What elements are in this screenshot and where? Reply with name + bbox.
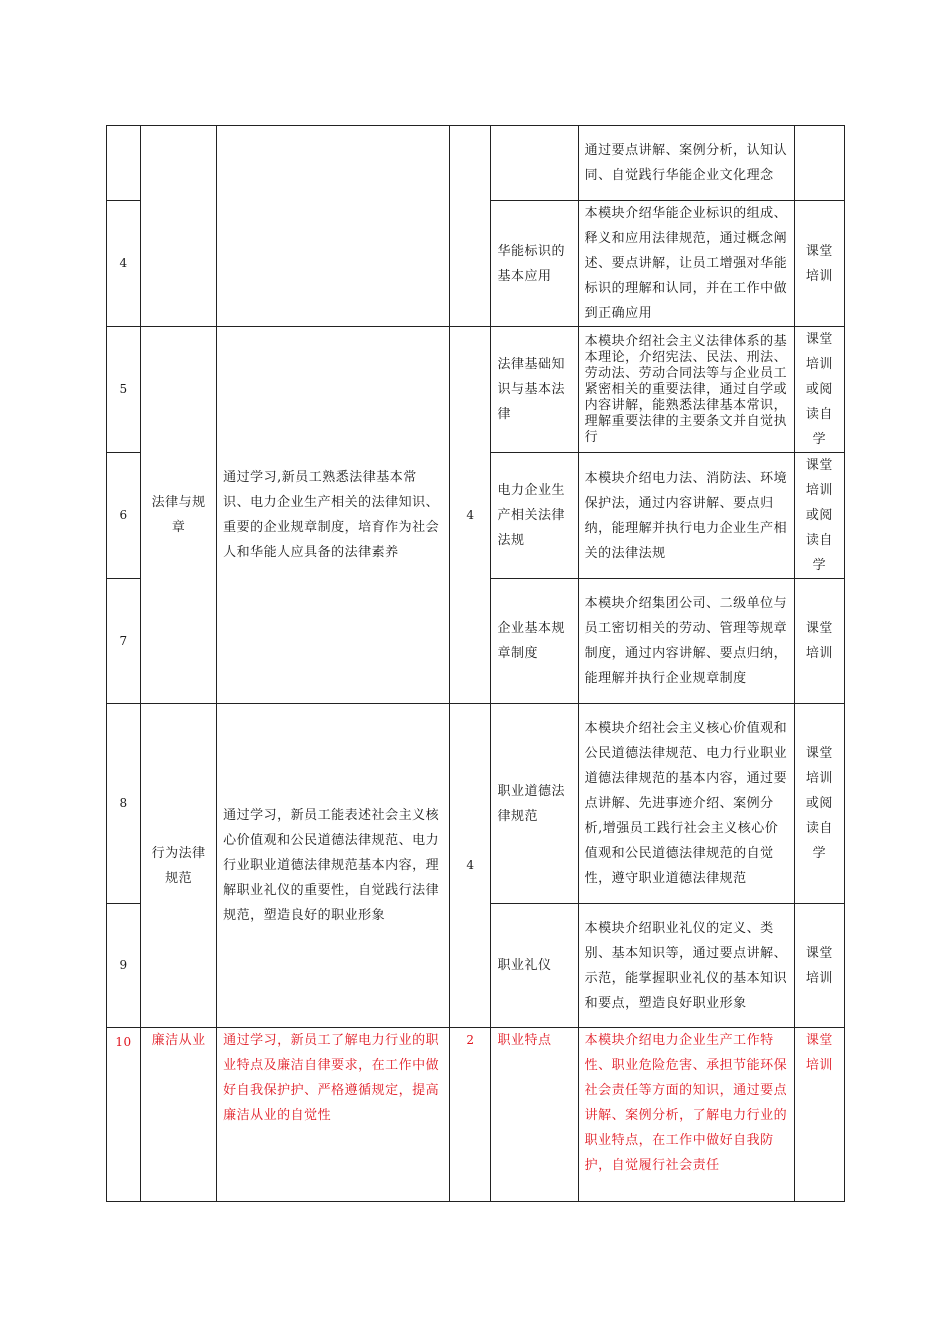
topic-cell: 职业礼仪 (491, 904, 578, 1028)
topic-cell: 职业道德法律规范 (491, 704, 578, 904)
topic-cell: 法律基础知识与基本法律 (491, 327, 578, 453)
row-number: 10 (107, 1028, 141, 1202)
module-name-cell: 行为法律规范 (141, 704, 217, 1028)
content-cell: 本模块介绍社会主义法律体系的基本理论，介绍宪法、民法、刑法、劳动法、劳动合同法等与企业员工紧密相关的重要法律，通过自学或内容讲解，能熟悉法律基本常识，理解重要法律的主要条文并自觉执行 (578, 327, 794, 453)
module-hours-cell: 2 (450, 1028, 491, 1202)
table-row (107, 1028, 845, 1202)
method-cell: 课堂培训 (794, 904, 844, 1028)
row-number: 6 (107, 453, 141, 579)
method-cell: 课堂培训 (794, 579, 844, 704)
row-number: 9 (107, 904, 141, 1028)
module-hours-cell (450, 126, 491, 327)
method-cell: 课堂培训或阅读自学 (794, 453, 844, 579)
content-cell: 本模块介绍集团公司、二级单位与员工密切相关的劳动、管理等规章制度，通过内容讲解、要点归纳，能理解并执行企业规章制度 (578, 579, 794, 704)
content-cell: 本模块介绍电力法、消防法、环境保护法，通过内容讲解、要点归纳，能理解并执行电力企业生产相关的法律法规 (578, 453, 794, 579)
table-row (107, 126, 845, 201)
row-number: 4 (107, 201, 141, 327)
topic-cell (491, 126, 578, 201)
table-row (107, 327, 845, 453)
row-number (107, 126, 141, 201)
topic-cell: 企业基本规章制度 (491, 579, 578, 704)
content-cell: 本模块介绍华能企业标识的组成、释义和应用法律规范，通过概念阐述、要点讲解，让员工增强对华能标识的理解和认同，并在工作中做到正确应用 (578, 201, 794, 327)
module-hours-cell: 4 (450, 704, 491, 1028)
module-name-cell (141, 126, 217, 327)
content-cell: 本模块介绍职业礼仪的定义、类别、基本知识等，通过要点讲解、示范，能掌握职业礼仪的基本知识和要点，塑造良好职业形象 (578, 904, 794, 1028)
row-number: 5 (107, 327, 141, 453)
content-cell: 本模块介绍社会主义核心价值观和公民道德法律规范、电力行业职业道德法律规范的基本内容，通过要点讲解、先进事迹介绍、案例分析,增强员工践行社会主义核心价值观和公民道德法律规范的自觉性，遵守职业道德法律规范 (578, 704, 794, 904)
topic-cell: 职业特点 (491, 1028, 578, 1202)
method-cell: 课堂培训 (794, 201, 844, 327)
table-row (107, 704, 845, 904)
method-cell: 课堂培训或阅读自学 (794, 704, 844, 904)
row-number: 8 (107, 704, 141, 904)
module-name-cell: 廉洁从业 (141, 1028, 217, 1202)
topic-cell: 电力企业生产相关法律法规 (491, 453, 578, 579)
content-cell: 本模块介绍电力企业生产工作特性、职业危险危害、承担节能环保社会责任等方面的知识，通过要点讲解、案例分析，了解电力行业的职业特点，在工作中做好自我防护，自觉履行社会责任 (578, 1028, 794, 1202)
training-course-table (106, 125, 845, 1202)
module-goal-cell (217, 126, 450, 327)
module-goal-cell: 通过学习，新员工了解电力行业的职业特点及廉洁自律要求，在工作中做好自我保护护、严格遵循规定，提高廉洁从业的自觉性 (217, 1028, 450, 1202)
method-cell: 课堂培训或阅读自学 (794, 327, 844, 453)
module-goal-cell: 通过学习，新员工能表述社会主义核心价值观和公民道德法律规范、电力行业职业道德法律规范基本内容，理解职业礼仪的重要性，自觉践行法律规范，塑造良好的职业形象 (217, 704, 450, 1028)
module-goal-cell: 通过学习,新员工熟悉法律基本常识、电力企业生产相关的法律知识、重要的企业规章制度，培育作为社会人和华能人应具备的法律素养 (217, 327, 450, 704)
method-cell (794, 126, 844, 201)
row-number: 7 (107, 579, 141, 704)
module-name-cell: 法律与规章 (141, 327, 217, 704)
topic-cell: 华能标识的基本应用 (491, 201, 578, 327)
method-cell: 课堂培训 (794, 1028, 844, 1202)
content-cell: 通过要点讲解、案例分析，认知认同、自觉践行华能企业文化理念 (578, 126, 794, 201)
module-hours-cell: 4 (450, 327, 491, 704)
